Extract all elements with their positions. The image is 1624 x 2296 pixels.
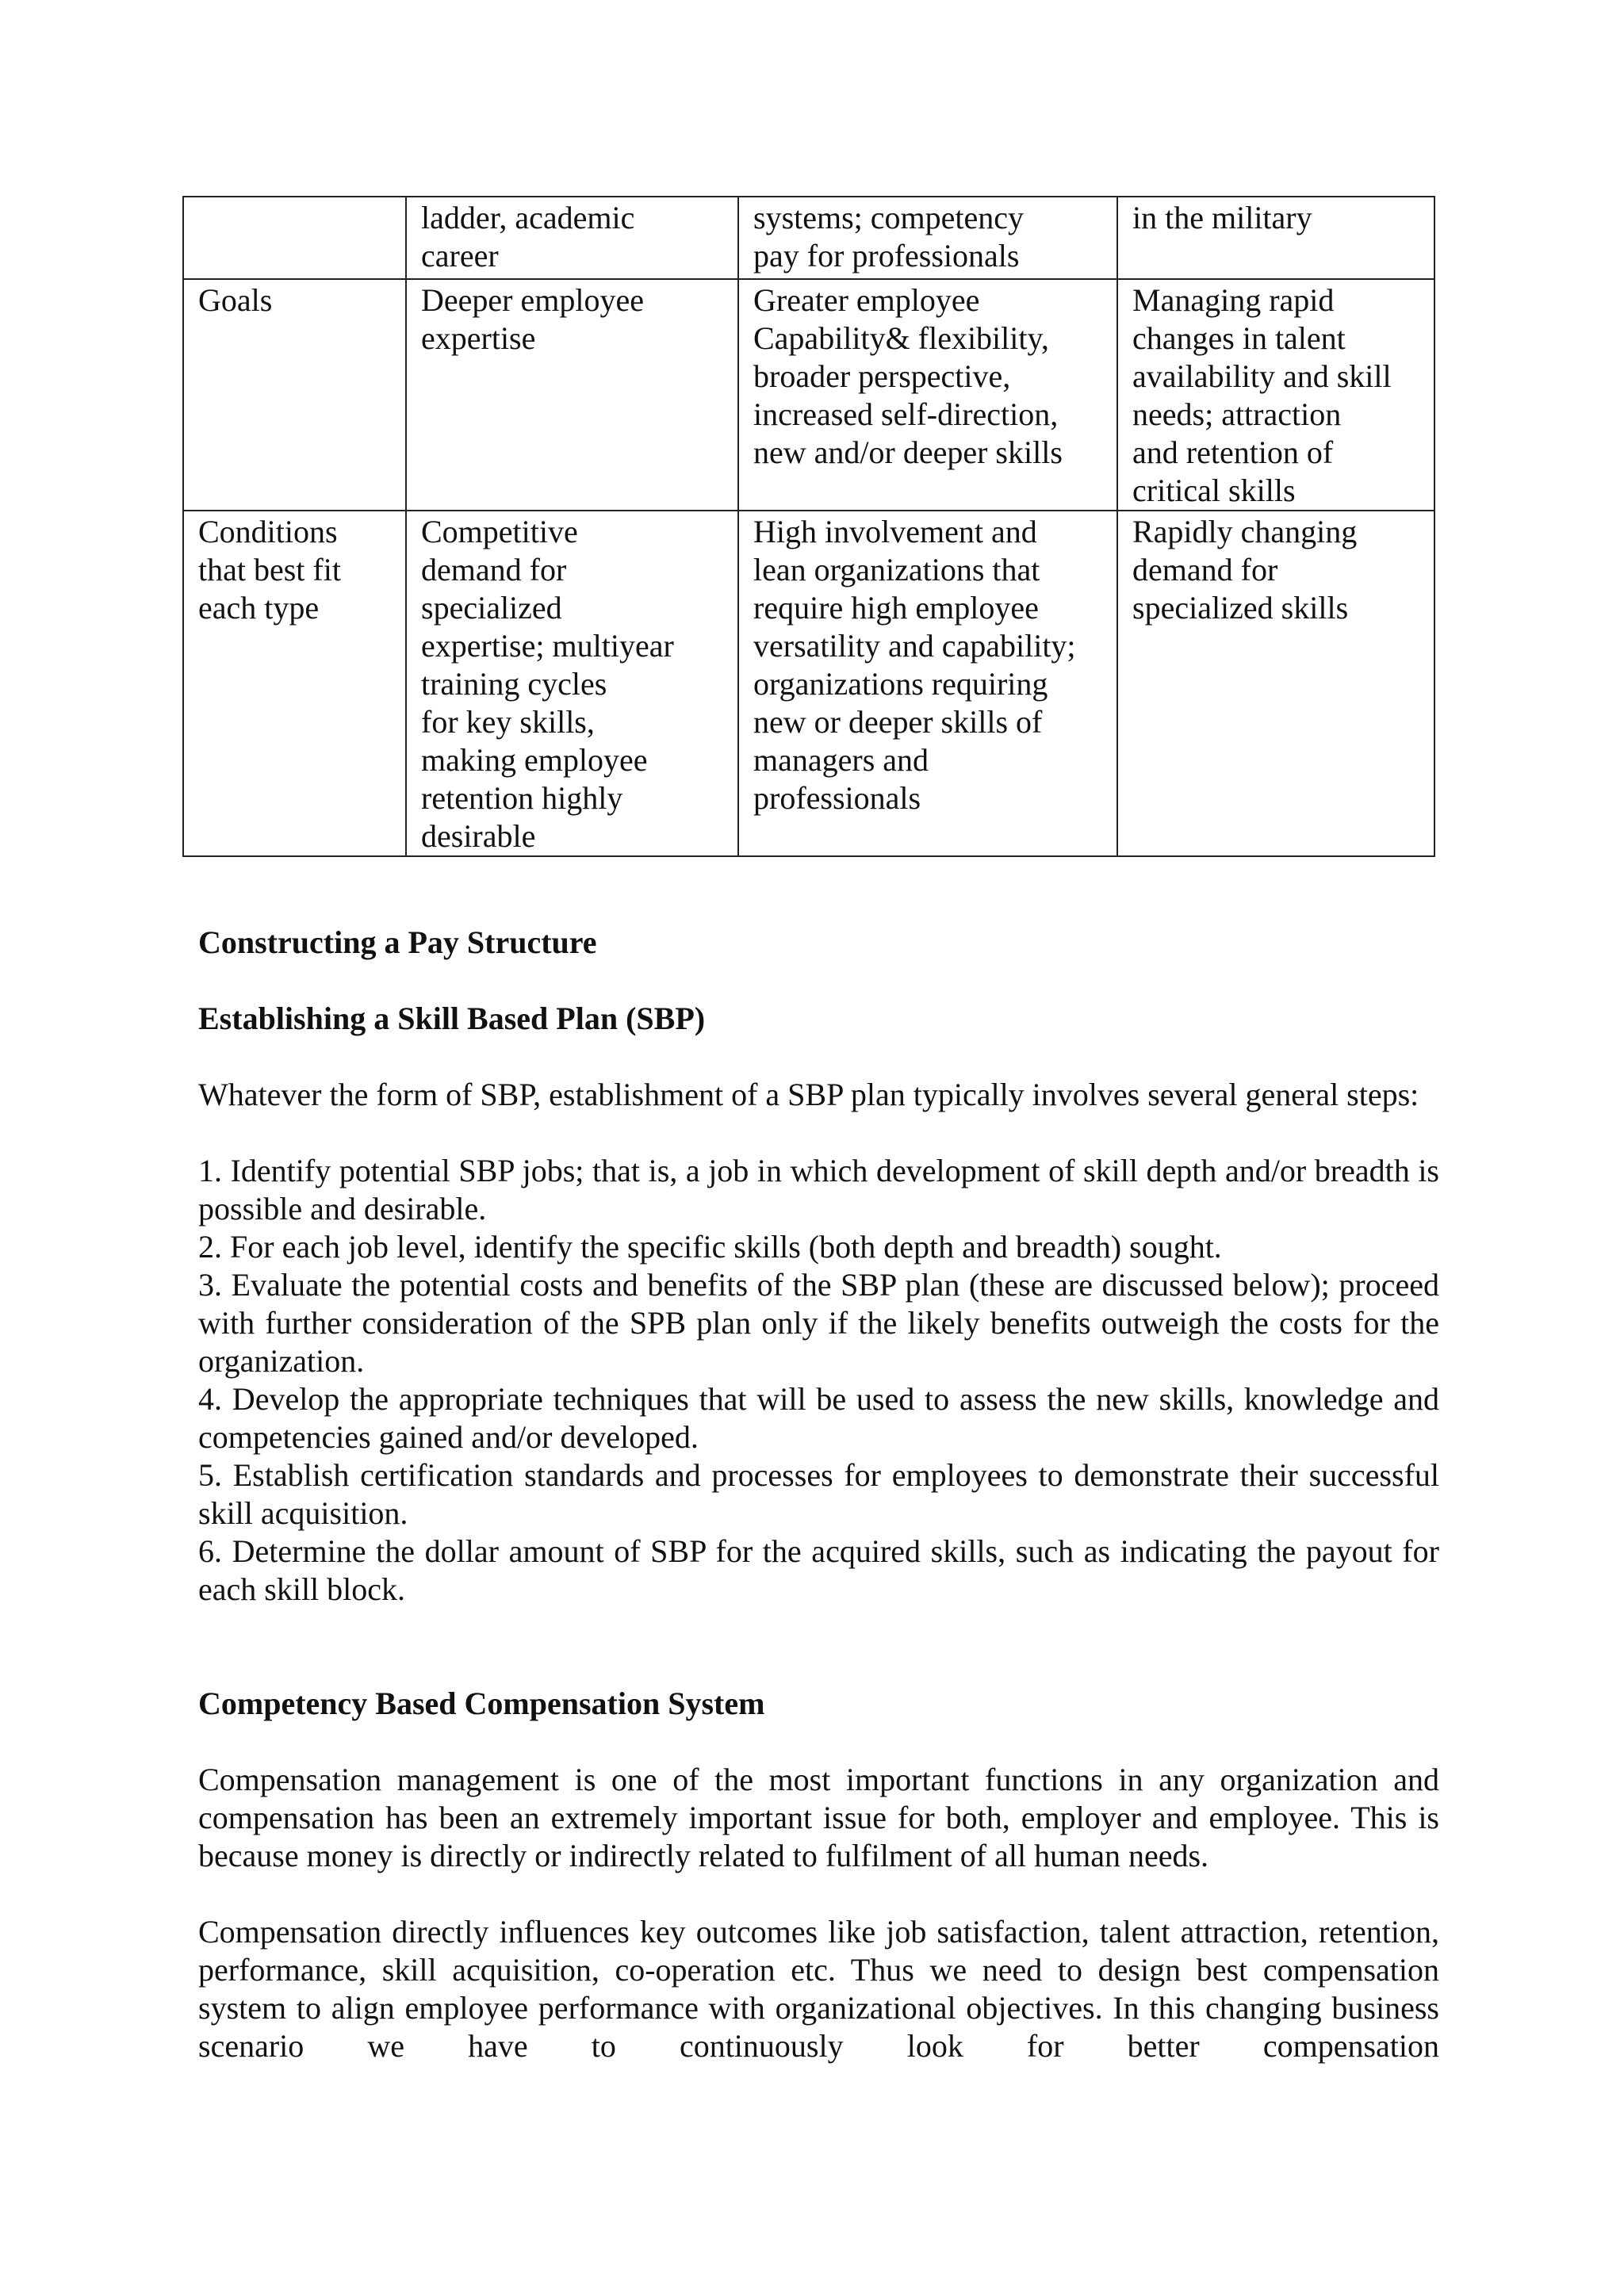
types-table	[182, 196, 1435, 857]
table-cell: Competitive demand for specialized expertise; multiyear training cycles for key skills, making employee retention highly desirable	[406, 511, 738, 856]
table-cell: Greater employee Capability& flexibility, broader perspective, increased self-direction, new and/or deeper skills	[738, 279, 1117, 511]
steps-list	[198, 1152, 1439, 1609]
paragraph: Compensation management is one of the most important functions in any organization and compensation has been an extremely important issue for both, employer and employee. This is because money is directly or indirectly related to fulfilment of all human needs.	[198, 1762, 1439, 1873]
paragraph: Compensation directly influences key outcomes like job satisfaction, talent attraction, retention, performance, skill acquisition, co-operation etc. Thus we need to design best compensation system to align employee performance with organizational objectives. In this changing business scenario we have to continuously look for better compensation	[198, 1914, 1439, 2064]
table-cell: Managing rapid changes in talent availability and skill needs; attraction and retention of critical skills	[1117, 279, 1434, 511]
table-cell: systems; competency pay for professionals	[738, 197, 1117, 279]
list-item: 5. Establish certification standards and processes for employees to demonstrate their successful skill acquisition.	[198, 1457, 1439, 1531]
section-heading: Constructing a Pay Structure	[198, 924, 597, 960]
skill-pay-types-table	[182, 196, 1434, 857]
table-cell: Rapidly changing demand for specialized skills	[1117, 511, 1434, 856]
list-item: 2. For each job level, identify the specific skills (both depth and breadth) sought.	[198, 1229, 1222, 1265]
section-heading: Competency Based Compensation System	[198, 1686, 765, 1721]
row-label-cell: Conditions that best fit each type	[183, 511, 406, 856]
subsection-heading: Establishing a Skill Based Plan (SBP)	[198, 1001, 706, 1036]
list-item: 4. Develop the appropriate techniques that will be used to assess the new skills, knowledge and competencies gained and/or developed.	[198, 1381, 1439, 1455]
table-row	[183, 511, 1434, 856]
list-item: 6. Determine the dollar amount of SBP for the acquired skills, such as indicating the payout for each skill block.	[198, 1533, 1439, 1607]
list-item: 3. Evaluate the potential costs and benefits of the SBP plan (these are discussed below); proceed with further consideration of the SPB plan only if the likely benefits outweigh the costs for the organization.	[198, 1267, 1439, 1379]
table-cell: High involvement and lean organizations that require high employee versatility and capability; organizations requiring new or deeper skills of managers and professionals	[738, 511, 1117, 856]
row-label-cell	[183, 197, 406, 279]
row-label-cell: Goals	[183, 279, 406, 511]
list-item: 1. Identify potential SBP jobs; that is, a job in which development of skill depth and/or breadth is possible and desirable.	[198, 1153, 1439, 1226]
table-row	[183, 279, 1434, 511]
table-cell: Deeper employee expertise	[406, 279, 738, 511]
document-body	[198, 924, 1439, 2065]
intro-paragraph: Whatever the form of SBP, establishment of a SBP plan typically involves several general steps:	[198, 1077, 1419, 1112]
table-cell: ladder, academic career	[406, 197, 738, 279]
table-cell: in the military	[1117, 197, 1434, 279]
table-row	[183, 197, 1434, 279]
